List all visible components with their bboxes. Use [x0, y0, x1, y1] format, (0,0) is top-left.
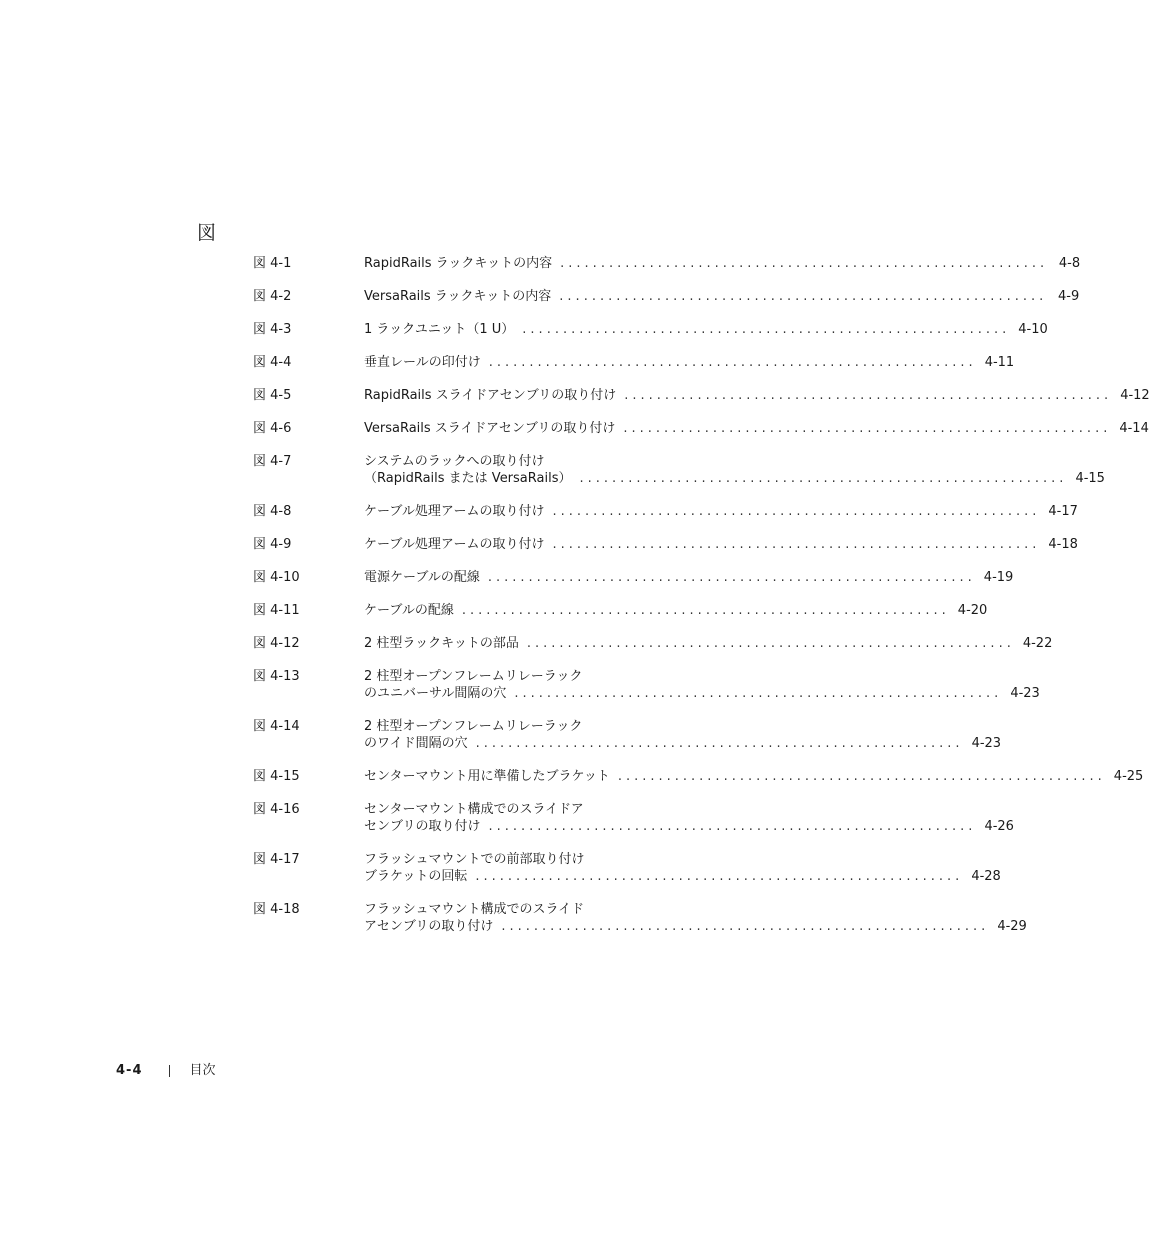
figure-title — [364, 417, 1149, 437]
figure-number: 図 4-4 — [253, 355, 292, 370]
footer-separator — [169, 1065, 170, 1077]
figure-title-line: 垂直レールの印付け — [364, 355, 481, 370]
page-reference: 4-23 — [1010, 686, 1040, 701]
figure-entry[interactable] — [253, 450, 1105, 487]
figure-title-line: のユニバーサル間隔の穴 — [364, 686, 507, 701]
page-reference: 4-28 — [971, 869, 1001, 884]
footer-section-name: 目次 — [189, 1063, 216, 1078]
figure-number: 図 4-2 — [253, 289, 292, 304]
dot-leader: ............................................................ — [526, 636, 1015, 651]
figure-number: 図 4-10 — [253, 570, 300, 585]
figure-title — [364, 599, 988, 619]
figure-title — [364, 715, 1002, 752]
figure-number: 図 4-17 — [253, 852, 300, 867]
figure-title-line: ブラケットの回転 — [364, 869, 468, 884]
dot-leader: ............................................................ — [487, 570, 976, 585]
figure-title-line: 2 柱型オープンフレームリレーラック — [364, 669, 583, 684]
figure-entry[interactable] — [253, 285, 1080, 305]
dot-leader: ............................................................ — [475, 736, 964, 751]
figure-title — [364, 665, 1040, 702]
figure-entry[interactable] — [253, 599, 988, 619]
figure-title — [364, 351, 1015, 371]
dot-leader: ............................................................ — [617, 769, 1106, 784]
figure-number: 図 4-12 — [253, 636, 300, 651]
figure-number: 図 4-7 — [253, 454, 292, 469]
figure-title — [364, 450, 1105, 487]
figure-entry[interactable] — [253, 318, 1048, 338]
figure-title — [364, 798, 1014, 835]
figure-entry[interactable] — [253, 500, 1078, 520]
page-reference: 4-23 — [971, 736, 1002, 751]
figure-title-line: RapidRails スライドアセンブリの取り付け — [364, 388, 617, 403]
dot-leader: ............................................................ — [488, 819, 977, 834]
dot-leader: ............................................................ — [522, 322, 1011, 337]
figure-title-line: 2 柱型オープンフレームリレーラック — [364, 719, 583, 734]
figure-title-line: フラッシュマウントでの前部取り付け — [364, 852, 585, 867]
page-reference: 4-10 — [1018, 322, 1048, 337]
figure-entry[interactable] — [253, 533, 1078, 553]
figure-number: 図 4-8 — [253, 504, 292, 519]
figure-entry[interactable] — [253, 632, 1053, 652]
figure-entry[interactable] — [253, 252, 1081, 272]
figure-number: 図 4-6 — [253, 421, 292, 436]
figure-title — [364, 384, 1150, 404]
figure-title — [364, 252, 1081, 272]
page-reference: 4-20 — [957, 603, 988, 618]
figure-title-line: 1 ラックユニット（1 U） — [364, 322, 515, 337]
figure-title-line: ケーブル処理アームの取り付け — [364, 504, 545, 519]
figure-number: 図 4-14 — [253, 719, 300, 734]
figure-title-line: フラッシュマウント構成でのスライド — [364, 902, 585, 917]
dot-leader: ............................................................ — [623, 421, 1112, 436]
figure-number: 図 4-1 — [253, 256, 292, 271]
figure-title-line: のワイド間隔の穴 — [364, 736, 468, 751]
figure-entry[interactable] — [253, 384, 1150, 404]
dot-leader: ............................................................ — [475, 869, 964, 884]
figure-entry[interactable] — [253, 566, 1014, 586]
figure-list — [253, 252, 1150, 948]
figure-number: 図 4-18 — [253, 902, 300, 917]
figure-number: 図 4-3 — [253, 322, 292, 337]
figure-title-line: 2 柱型ラックキットの部品 — [364, 636, 519, 651]
dot-leader: ............................................................ — [624, 388, 1113, 403]
section-title: 図 — [197, 222, 217, 244]
figure-entry[interactable] — [253, 715, 1002, 752]
figure-title-line: センブリの取り付け — [364, 819, 481, 834]
dot-leader: ............................................................ — [501, 919, 990, 934]
figure-title-line: システムのラックへの取り付け — [364, 454, 545, 469]
figure-number: 図 4-9 — [253, 537, 292, 552]
figure-title-line: （RapidRails または VersaRails） — [364, 471, 572, 486]
figure-number: 図 4-13 — [253, 669, 300, 684]
figure-entry[interactable] — [253, 417, 1149, 437]
figure-title-line: VersaRails ラックキットの内容 — [364, 289, 552, 304]
figure-number: 図 4-16 — [253, 802, 300, 817]
page-reference: 4-22 — [1022, 636, 1053, 651]
dot-leader: ............................................................ — [559, 289, 1048, 304]
footer-page-number: 4-4 — [116, 1063, 143, 1078]
dot-leader: ............................................................ — [552, 537, 1041, 552]
dot-leader: ............................................................ — [579, 471, 1068, 486]
dot-leader: ............................................................ — [552, 504, 1041, 519]
figure-number: 図 4-11 — [253, 603, 300, 618]
figure-number: 図 4-5 — [253, 388, 292, 403]
dot-leader: ............................................................ — [514, 686, 1003, 701]
figure-title — [364, 500, 1078, 520]
figure-title-line: ケーブル処理アームの取り付け — [364, 537, 545, 552]
figure-entry[interactable] — [253, 351, 1015, 371]
figure-entry[interactable] — [253, 898, 1027, 935]
page-reference: 4-15 — [1075, 471, 1105, 486]
page-reference: 4-8 — [1058, 256, 1081, 271]
page-reference: 4-9 — [1058, 289, 1080, 304]
figure-title — [364, 632, 1053, 652]
figure-title-line: RapidRails ラックキットの内容 — [364, 256, 553, 271]
figure-title — [364, 285, 1080, 305]
page-reference: 4-11 — [984, 355, 1015, 370]
page-reference: 4-19 — [983, 570, 1014, 585]
figure-title-line: センターマウント構成でのスライドア — [364, 802, 584, 817]
figure-title-line: アセンブリの取り付け — [364, 919, 494, 934]
dot-leader: ............................................................ — [488, 355, 977, 370]
figure-title-line: VersaRails スライドアセンブリの取り付け — [364, 421, 616, 436]
figure-title — [364, 533, 1078, 553]
figure-title — [364, 898, 1027, 935]
dot-leader: ............................................................ — [461, 603, 950, 618]
page-reference: 4-14 — [1119, 421, 1149, 436]
figure-title-line: センターマウント用に準備したブラケット — [364, 769, 610, 784]
page-reference: 4-12 — [1120, 388, 1150, 403]
figure-title-line: ケーブルの配線 — [364, 603, 454, 618]
page-footer — [116, 1062, 216, 1080]
figure-entry[interactable] — [253, 665, 1040, 702]
page-reference: 4-17 — [1048, 504, 1078, 519]
page-reference: 4-29 — [997, 919, 1027, 934]
figure-title — [364, 765, 1144, 785]
figure-number: 図 4-15 — [253, 769, 300, 784]
page-reference: 4-18 — [1048, 537, 1078, 552]
figure-title — [364, 318, 1048, 338]
figure-title-line: 電源ケーブルの配線 — [364, 570, 480, 585]
figure-entry[interactable] — [253, 798, 1014, 835]
page-reference: 4-26 — [984, 819, 1014, 834]
figure-title — [364, 566, 1014, 586]
figure-entry[interactable] — [253, 765, 1144, 785]
figure-title — [364, 848, 1001, 885]
dot-leader: ............................................................ — [560, 256, 1049, 271]
figure-entry[interactable] — [253, 848, 1001, 885]
page-reference: 4-25 — [1113, 769, 1144, 784]
